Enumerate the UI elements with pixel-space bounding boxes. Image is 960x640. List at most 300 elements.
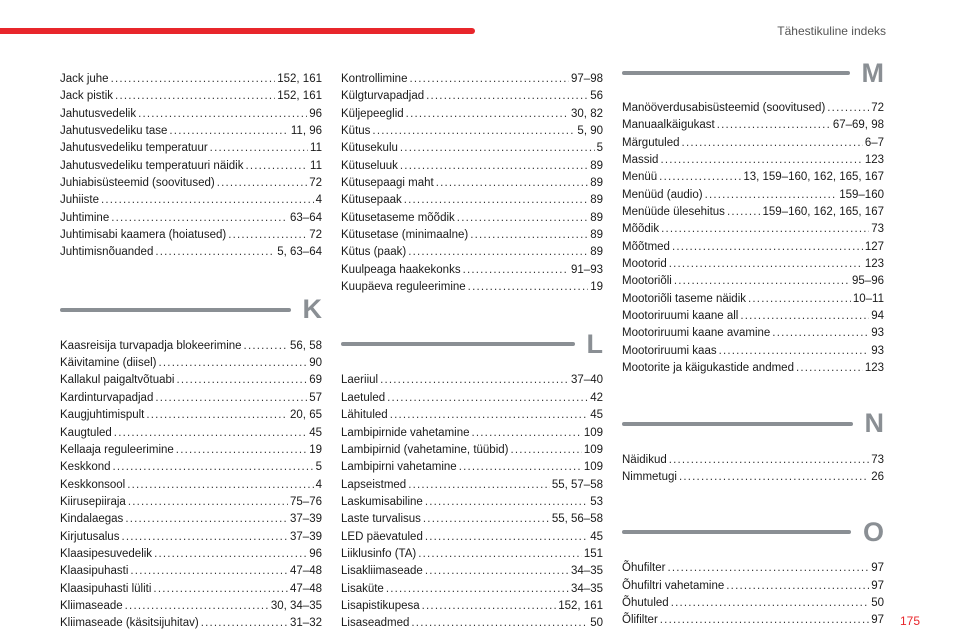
index-page-ref: 89	[590, 177, 603, 190]
index-page-ref: 31–32	[290, 617, 322, 630]
index-entry	[341, 71, 603, 88]
index-entry	[341, 407, 603, 424]
dot-leader	[400, 158, 588, 175]
index-section-j	[60, 71, 322, 262]
index-page-ref: 11, 96	[290, 125, 322, 138]
index-page-ref: 37–40	[571, 374, 603, 387]
dot-leader	[125, 511, 288, 528]
index-page-ref: 37–39	[290, 513, 322, 526]
dot-leader	[386, 581, 569, 598]
index-page-ref: 45	[590, 530, 603, 543]
dot-leader	[423, 511, 550, 528]
dot-leader	[459, 459, 582, 476]
section-rule	[341, 342, 575, 346]
index-term: Lisapistikupesa	[341, 599, 420, 612]
index-term: Märgutuled	[622, 136, 680, 149]
dot-leader	[705, 187, 838, 204]
dot-leader	[372, 123, 575, 140]
index-entry	[341, 372, 603, 389]
index-entry	[622, 360, 884, 377]
index-entry	[60, 442, 322, 459]
dot-leader	[674, 273, 850, 290]
index-page-ref: 26	[871, 470, 884, 483]
index-term: Kindalaegas	[60, 513, 124, 526]
index-page-ref: 89	[590, 211, 603, 224]
index-entry	[341, 123, 603, 140]
index-term: Kütus (paak)	[341, 246, 407, 259]
index-page-ref: 123	[864, 154, 884, 167]
index-page-ref: 90	[309, 357, 322, 370]
index-entry	[622, 221, 884, 238]
index-entry	[341, 477, 603, 494]
dot-leader	[436, 175, 589, 192]
index-page-ref: 152, 161	[558, 599, 603, 612]
dot-leader	[245, 158, 308, 175]
index-term: Jahutusvedelik	[60, 107, 137, 120]
index-page-ref: 109	[583, 461, 603, 474]
dot-leader	[682, 135, 863, 152]
index-term: Mõõdik	[622, 223, 660, 236]
index-term: Jack juhe	[60, 73, 109, 85]
index-term: Lisakliimaseade	[341, 565, 423, 578]
dot-leader	[772, 325, 869, 342]
index-term: Mõõtmed	[622, 240, 670, 253]
index-page-ref: 72	[871, 102, 884, 114]
dot-leader	[740, 308, 869, 325]
index-page-ref: 47–48	[290, 565, 322, 578]
index-entry	[341, 88, 603, 105]
dot-leader	[411, 615, 588, 632]
index-term: Kütuseluuk	[341, 159, 398, 172]
index-entry	[60, 355, 322, 372]
index-entry	[622, 204, 884, 221]
index-term: Kuulpeaga haakekonks	[341, 263, 461, 276]
index-page-ref: 5, 63–64	[277, 246, 322, 259]
dot-leader	[425, 563, 569, 580]
index-entry	[622, 308, 884, 325]
index-entry	[341, 563, 603, 580]
dot-leader	[671, 595, 870, 612]
index-entry	[60, 71, 322, 88]
dot-leader	[176, 372, 307, 389]
top-accent-bar	[0, 28, 475, 34]
dot-leader	[470, 227, 588, 244]
section-heading	[341, 324, 603, 364]
index-term: Manööverdusabisüsteemid (soovitused)	[622, 102, 826, 114]
dot-leader	[672, 239, 863, 256]
index-entry	[60, 477, 322, 494]
index-entry	[622, 469, 884, 486]
index-entry	[60, 615, 322, 632]
index-page-ref: 72	[309, 229, 322, 242]
index-entry	[341, 175, 603, 192]
index-term: Juhiiste	[60, 194, 99, 207]
index-page-ref: 97	[871, 562, 884, 575]
index-term: Massid	[622, 154, 659, 167]
index-entry	[622, 578, 884, 595]
dot-leader	[418, 546, 582, 563]
index-term: Lisaküte	[341, 582, 384, 595]
dot-leader	[659, 169, 741, 186]
index-term: Liiklusinfo (TA)	[341, 547, 417, 560]
dot-leader	[422, 598, 557, 615]
index-entry	[622, 256, 884, 273]
index-page-ref: 72	[309, 177, 322, 190]
index-page-ref: 55, 57–58	[551, 478, 603, 491]
index-term: Küljepeeglid	[341, 107, 404, 120]
index-page-ref: 97	[871, 579, 884, 592]
index-entry	[60, 227, 322, 244]
dot-leader	[425, 494, 588, 511]
index-term: Käivitamine (diisel)	[60, 357, 157, 370]
dot-leader	[409, 71, 569, 88]
index-entry	[341, 227, 603, 244]
section-letter: K	[302, 294, 322, 325]
dot-leader	[387, 390, 588, 407]
index-term: Kellaaja reguleerimine	[60, 443, 174, 456]
dot-leader	[210, 140, 308, 157]
dot-leader	[155, 390, 307, 407]
dot-leader	[146, 407, 288, 424]
index-entry	[341, 140, 603, 157]
index-page-ref: 30, 82	[571, 107, 603, 120]
index-term: Kuupäeva reguleerimine	[341, 281, 466, 294]
index-page-ref: 123	[864, 362, 884, 375]
index-entry	[622, 169, 884, 186]
index-term: Kaugtuled	[60, 426, 112, 439]
section-rule	[622, 71, 850, 75]
index-page-ref: 93	[871, 344, 884, 357]
index-term: Kütusepaagi maht	[341, 177, 434, 190]
dot-leader	[472, 425, 582, 442]
index-section-l	[341, 324, 603, 632]
index-page-ref: 73	[871, 223, 884, 236]
index-term: Mootoriruumi kaas	[622, 344, 717, 357]
dot-leader	[425, 529, 588, 546]
index-term: Jack pistik	[60, 90, 114, 103]
index-entry	[341, 598, 603, 615]
dot-leader	[717, 117, 831, 134]
index-term: Juhtimisnõuanded	[60, 246, 154, 259]
index-term: Lähituled	[341, 409, 388, 422]
index-section-n	[622, 404, 884, 487]
section-letter: M	[861, 57, 884, 88]
index-section-m	[622, 56, 884, 378]
index-entry	[341, 425, 603, 442]
dot-leader	[127, 477, 313, 494]
dot-leader	[510, 442, 581, 459]
index-page-ref: 11	[310, 142, 322, 155]
index-entry	[60, 158, 322, 175]
index-entry	[341, 546, 603, 563]
index-page-ref: 96	[309, 107, 322, 120]
index-term: Klaasipuhasti lüliti	[60, 582, 152, 595]
dot-leader	[468, 279, 589, 296]
index-page-ref: 42	[590, 391, 603, 404]
dot-leader	[661, 221, 869, 238]
index-page-ref: 127	[864, 240, 884, 253]
index-page-ref: 4	[315, 194, 322, 207]
index-page-ref: 5	[596, 142, 603, 155]
dot-leader	[426, 88, 588, 105]
dot-leader	[113, 459, 314, 476]
section-heading	[622, 404, 884, 444]
index-page-ref: 45	[590, 409, 603, 422]
index-term: Õhufilter	[622, 562, 666, 575]
index-term: Lambipirnide vahetamine	[341, 426, 470, 439]
index-term: Kütus	[341, 125, 371, 138]
index-term: Mootoriruumi kaane avamine	[622, 327, 771, 340]
dot-leader	[390, 407, 589, 424]
index-page-ref: 97	[871, 614, 884, 627]
dot-leader	[217, 175, 308, 192]
section-letter: L	[586, 328, 603, 359]
index-term: Kiirusepiiraja	[60, 495, 126, 508]
index-term: Kliimaseade (käsitsijuhitav)	[60, 617, 199, 630]
dot-leader	[726, 578, 869, 595]
dot-leader	[159, 355, 308, 372]
section-heading	[60, 290, 322, 330]
index-page-ref: 123	[864, 258, 884, 271]
index-term: Mootoriõli	[622, 275, 672, 288]
index-entry	[341, 279, 603, 296]
index-page-ref: 69	[309, 374, 322, 387]
index-column-2	[341, 71, 603, 633]
index-term: Mootorite ja käigukastide andmed	[622, 362, 794, 375]
index-entry	[60, 175, 322, 192]
index-page-ref: 97–98	[571, 73, 603, 85]
index-page-ref: 4	[315, 478, 322, 491]
index-term: Nimmetugi	[622, 470, 677, 483]
index-term: Lambipirnid (vahetamine, tüübid)	[341, 443, 509, 456]
index-page-ref: 159–160	[839, 188, 884, 201]
index-term: Juhtimine	[60, 211, 110, 224]
dot-leader	[138, 106, 307, 123]
index-page-ref: 19	[309, 443, 322, 456]
index-page-ref: 13, 159–160, 162, 165, 167	[743, 171, 884, 184]
section-rule	[622, 422, 853, 426]
index-page-ref: 89	[590, 229, 603, 242]
index-column-3	[622, 56, 884, 630]
index-entry	[341, 615, 603, 632]
index-page-ref: 19	[590, 281, 603, 294]
section-letter: O	[862, 516, 884, 547]
index-page-ref: 67–69, 98	[832, 119, 884, 132]
index-page-ref: 53	[590, 495, 603, 508]
dot-leader	[380, 372, 569, 389]
dot-leader	[101, 192, 314, 209]
index-entry	[60, 338, 322, 355]
dot-leader	[114, 425, 307, 442]
dot-leader	[130, 563, 288, 580]
index-term: Juhtimisabi kaamera (hoiatused)	[60, 229, 227, 242]
index-page-ref: 89	[590, 246, 603, 259]
index-entry	[60, 425, 322, 442]
index-term: Kliimaseade	[60, 599, 123, 612]
index-entry	[341, 529, 603, 546]
index-entry	[341, 192, 603, 209]
index-page-ref: 91–93	[571, 263, 603, 276]
index-term: Keskkond	[60, 461, 111, 474]
index-entry	[622, 452, 884, 469]
dot-leader	[128, 494, 288, 511]
index-entry	[622, 239, 884, 256]
index-entry	[341, 511, 603, 528]
page-number: 175	[899, 614, 920, 628]
index-section-o	[622, 512, 884, 629]
index-entry	[341, 158, 603, 175]
index-section-k-cont	[341, 71, 603, 296]
index-entry	[60, 581, 322, 598]
index-entry	[60, 407, 322, 424]
index-entry	[60, 546, 322, 563]
dot-leader	[176, 442, 307, 459]
index-entry	[60, 494, 322, 511]
index-page-ref: 30, 34–35	[270, 599, 322, 612]
dot-leader	[827, 100, 869, 117]
section-rule	[622, 530, 851, 534]
index-section-k	[60, 290, 322, 633]
index-page-ref: 34–35	[571, 582, 603, 595]
index-entry	[341, 244, 603, 261]
dot-leader	[463, 262, 569, 279]
index-page-ref: 11	[310, 159, 322, 172]
index-page-ref: 95–96	[852, 275, 884, 288]
index-entry	[622, 152, 884, 169]
index-entry	[622, 100, 884, 117]
index-entry	[341, 106, 603, 123]
section-heading	[622, 512, 884, 552]
index-entry	[60, 372, 322, 389]
section-heading	[622, 56, 884, 90]
dot-leader	[408, 244, 588, 261]
index-term: Näidikud	[622, 453, 667, 466]
index-entry	[60, 511, 322, 528]
dot-leader	[228, 227, 307, 244]
dot-leader	[719, 343, 870, 360]
index-page-ref: 152, 161	[277, 90, 322, 103]
dot-leader	[169, 123, 288, 140]
index-page-ref: 6–7	[864, 136, 884, 149]
index-term: Kütusetase (minimaalne)	[341, 229, 469, 242]
dot-leader	[155, 244, 275, 261]
dot-leader	[748, 291, 851, 308]
index-entry	[341, 494, 603, 511]
dot-leader	[660, 152, 862, 169]
index-entry	[60, 210, 322, 227]
index-term: Kaugjuhtimispult	[60, 409, 145, 422]
index-entry	[622, 560, 884, 577]
index-entry	[60, 244, 322, 261]
index-term: Klaasipuhasti	[60, 565, 129, 578]
index-term: Menüüde ülesehitus	[622, 206, 725, 219]
dot-leader	[121, 529, 288, 546]
index-term: Lambipirni vahetamine	[341, 461, 457, 474]
section-rule	[60, 308, 291, 312]
dot-leader	[153, 581, 288, 598]
index-term: Kütusepaak	[341, 194, 402, 207]
index-term: Laeriiul	[341, 374, 379, 387]
index-page-ref: 55, 56–58	[551, 513, 603, 526]
index-page-ref: 50	[871, 596, 884, 609]
index-term: Mootorid	[622, 258, 667, 271]
dot-leader	[408, 477, 550, 494]
dot-leader	[796, 360, 863, 377]
index-term: LED päevatuled	[341, 530, 423, 543]
index-entry	[60, 390, 322, 407]
index-page-ref: 93	[871, 327, 884, 340]
index-page-ref: 20, 65	[290, 409, 322, 422]
dot-leader	[201, 615, 288, 632]
index-entry	[341, 210, 603, 227]
dot-leader	[404, 192, 588, 209]
index-term: Kontrollimine	[341, 73, 408, 85]
index-entry	[622, 343, 884, 360]
dot-leader	[679, 469, 869, 486]
index-entry	[60, 192, 322, 209]
index-page-ref: 96	[309, 547, 322, 560]
index-entry	[60, 106, 322, 123]
index-page-ref: 50	[590, 617, 603, 630]
index-entry	[622, 117, 884, 134]
page-header-title: Tähestikuline indeks	[777, 24, 886, 38]
index-term: Kaasreisija turvapadja blokeerimine	[60, 339, 242, 352]
index-page-ref: 75–76	[290, 495, 322, 508]
index-page-ref: 109	[583, 443, 603, 456]
index-entry	[622, 273, 884, 290]
dot-leader	[406, 106, 569, 123]
index-entry	[60, 563, 322, 580]
index-page-ref: 152, 161	[277, 73, 322, 85]
index-term: Lisaseadmed	[341, 617, 410, 630]
dot-leader	[111, 71, 276, 88]
index-term: Juhiabisüsteemid (soovitused)	[60, 177, 215, 190]
dot-leader	[457, 210, 588, 227]
dot-leader	[660, 612, 869, 629]
index-term: Jahutusvedeliku tase	[60, 125, 168, 138]
index-page-ref: 56	[590, 90, 603, 103]
index-entry	[622, 135, 884, 152]
index-term: Mootoriõli taseme näidik	[622, 292, 747, 305]
index-term: Menüüd (audio)	[622, 188, 703, 201]
index-term: Mootoriruumi kaane all	[622, 310, 739, 323]
index-entry	[60, 459, 322, 476]
index-entry	[60, 140, 322, 157]
dot-leader	[154, 546, 307, 563]
index-entry	[622, 187, 884, 204]
index-term: Kirjutusalus	[60, 530, 120, 543]
dot-leader	[111, 210, 288, 227]
index-entry	[341, 459, 603, 476]
index-page-ref: 45	[309, 426, 322, 439]
index-term: Laste turvalisus	[341, 513, 421, 526]
index-entry	[341, 442, 603, 459]
index-term: Kütusetaseme mõõdik	[341, 211, 455, 224]
index-page-ref: 57	[309, 391, 322, 404]
index-term: Lapseistmed	[341, 478, 407, 491]
index-term: Külgturvapadjad	[341, 90, 425, 103]
dot-leader	[727, 204, 761, 221]
index-page-ref: 47–48	[290, 582, 322, 595]
index-page-ref: 89	[590, 159, 603, 172]
index-page-ref: 56, 58	[290, 339, 322, 352]
index-page-ref: 151	[583, 547, 603, 560]
index-page-ref: 10–11	[852, 292, 884, 305]
index-page-ref: 94	[871, 310, 884, 323]
index-term: Kardinturvapadjad	[60, 391, 154, 404]
index-entry	[622, 595, 884, 612]
index-term: Laskumisabiline	[341, 495, 423, 508]
